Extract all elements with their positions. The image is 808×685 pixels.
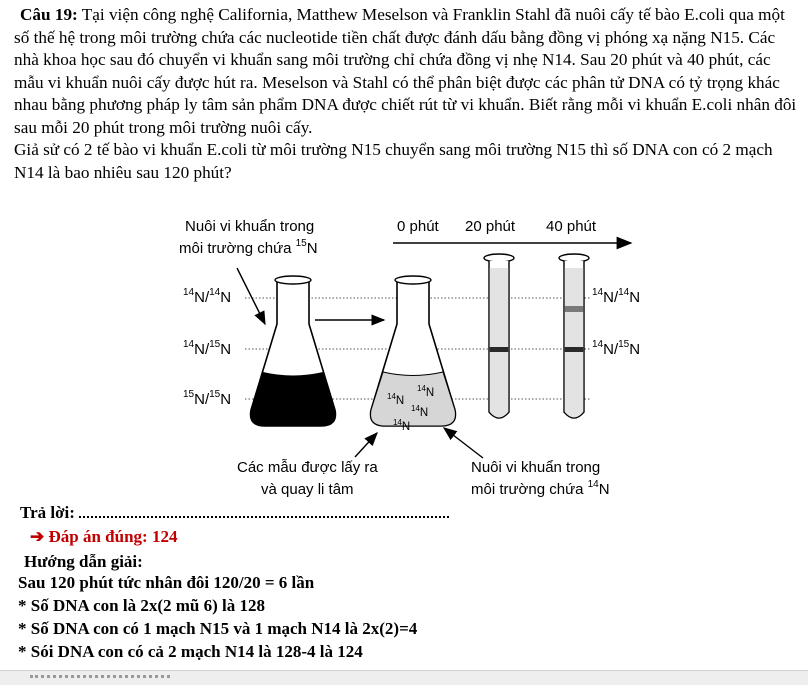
- time-0-label: 0 phút: [397, 218, 439, 235]
- n14-label-line2: môi trường chứa $^{14}$N: [471, 479, 610, 498]
- question-text: Tại viện công nghệ California, Matthew Meselson và Franklin Stahl đã nuôi cấy tế bào E.coli qua một số thế hệ trong môi trường chứa các nucleotide tiền chất được đánh dấu bằng đồng vị phóng xạ nặng N15. Các nhà khoa học sau đó chuyển vi khuẩn sang môi trường chỉ chứa đồng vị nhẹ N14. Sau 20 phút và 40 phút, các mẫu vi khuẩn nuôi cấy được hút ra. Meselson và Stahl có thể phân biệt được các phân tử DNA có tỷ trọng khác nhau bằng phương pháp ly tâm sản phẩm DNA được chiết rút từ vi khuẩn. Biết rằng mỗi vi khuẩn E.coli nhân đôi sau mỗi 20 phút trong môi trường nuôi cấy.: [14, 5, 797, 137]
- time-20-label: 20 phút: [465, 218, 516, 235]
- tube-20-min-band-1: [490, 347, 508, 352]
- answer-line: [20, 502, 449, 523]
- time-40-label: 40 phút: [546, 218, 597, 235]
- tube-40-min: [559, 254, 589, 418]
- question-block: [14, 4, 800, 184]
- tube-20-min: [484, 254, 514, 418]
- meselson-stahl-figure: [165, 212, 645, 502]
- question-paragraph: [14, 4, 800, 139]
- solution-line-4: * Sói DNA con có cả 2 mạch N14 là 128-4 là 124: [18, 642, 363, 661]
- samples-label-line1: Các mẫu được lấy ra: [237, 459, 378, 476]
- question-number: Câu 19:: [20, 5, 78, 24]
- tube-40-min-band-1: [565, 306, 583, 312]
- tube-band-label-14-14: $^{14}$N/$^{14}$N: [592, 287, 641, 306]
- culture-pointer-arrow: [237, 268, 265, 324]
- band-label-14-14: $^{14}$N/$^{14}$N: [183, 287, 232, 306]
- solution-line-1: Sau 120 phút tức nhân đôi 120/20 = 6 lần: [18, 573, 315, 592]
- tube-40-min-band-2: [565, 347, 583, 352]
- answer-label: Trả lời:: [20, 503, 75, 522]
- tube-band-label-14-15: $^{14}$N/$^{15}$N: [592, 339, 641, 358]
- flask-label-4: $^{14}$N: [393, 418, 411, 433]
- samples-pointer-arrow: [355, 433, 377, 457]
- culture-label-line1: Nuôi vi khuẩn trong: [185, 218, 315, 235]
- culture-label-line2: môi trường chứa $^{15}$N: [179, 238, 318, 257]
- solution-line-3: * Số DNA con có 1 mạch N15 và 1 mạch N14 là 2x(2)=4: [18, 619, 418, 638]
- band-label-14-15: $^{14}$N/$^{15}$N: [183, 339, 232, 358]
- band-label-15-15: $^{15}$N/$^{15}$N: [183, 389, 232, 408]
- correct-answer-text: Đáp án đúng: 124: [48, 527, 178, 546]
- samples-label-line2: và quay li tâm: [261, 481, 354, 498]
- solution-line-2: * Số DNA con là 2x(2 mũ 6) là 128: [18, 596, 265, 615]
- cut-off-text: [30, 675, 170, 678]
- figure-svg: [165, 212, 645, 502]
- n14-pointer-arrow: [444, 428, 483, 458]
- answer-blank[interactable]: [79, 502, 449, 518]
- correct-arrow-icon: ➔: [30, 527, 45, 546]
- correct-answer: [30, 527, 177, 547]
- guide-title: Hướng dẫn giải:: [24, 552, 143, 571]
- bottom-bar: [0, 670, 808, 685]
- question-prompt: Giả sử có 2 tế bào vi khuẩn E.coli từ môi trường N15 chuyển sang môi trường N15 thì số DNA con có 2 mạch N14 là bao nhiêu sau 120 phút?: [14, 140, 773, 182]
- flask-label-1: $^{14}$N: [387, 392, 405, 407]
- n14-label-line1: Nuôi vi khuẩn trong: [471, 459, 601, 476]
- flask-label-2: $^{14}$N: [417, 384, 435, 399]
- flask-label-3: $^{14}$N: [411, 404, 429, 419]
